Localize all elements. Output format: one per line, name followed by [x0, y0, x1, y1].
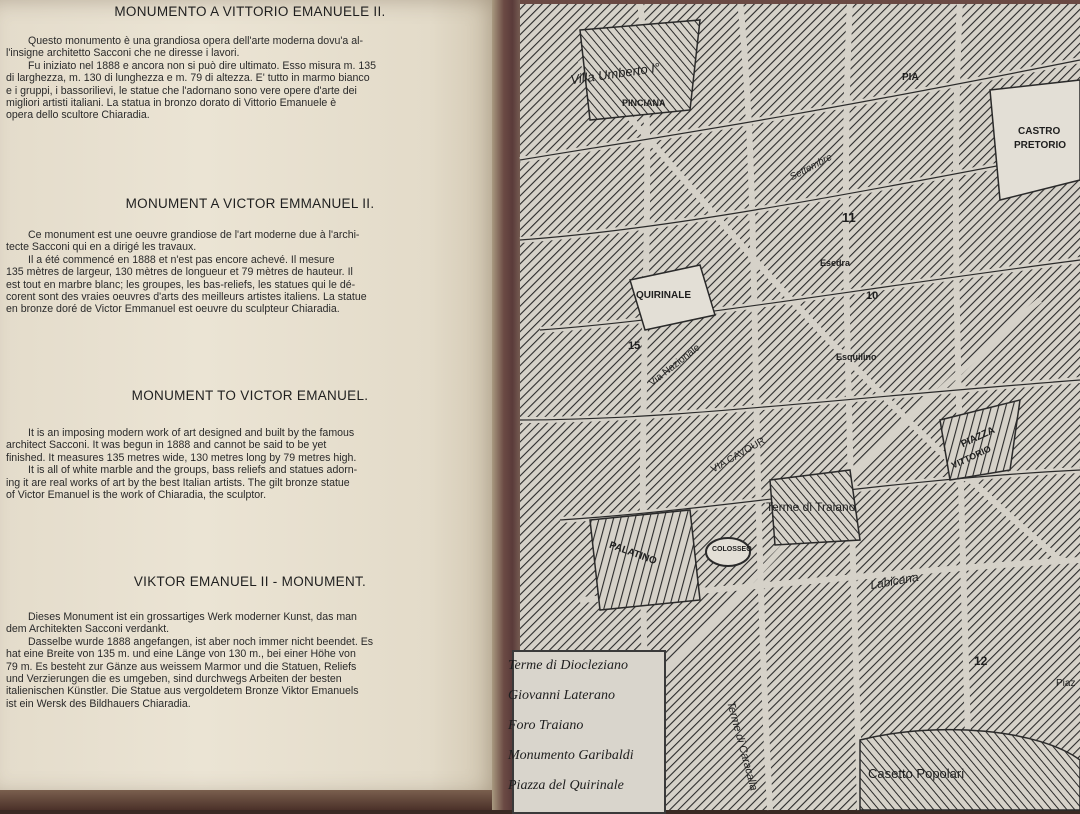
- text-line: Dasselbe wurde 1888 angefangen, ist aber noch immer nicht beendet. Es: [28, 635, 374, 648]
- map-label-pia: PIA: [902, 72, 919, 83]
- map-label-quirinale: QUIRINALE: [636, 290, 691, 301]
- map-label-vittorio: VITTORIO: [949, 443, 993, 471]
- book-bottom-edge: [0, 790, 510, 810]
- map-label-11: 11: [842, 210, 856, 225]
- text-line: Il a été commencé en 1888 et n'est pas encore achevé. Il mesure: [28, 253, 335, 266]
- map-label-15: 15: [628, 340, 641, 352]
- text-line: italienischen Künstler. Die Statue aus vergoldetem Bronze Viktor Emanuels: [6, 685, 359, 698]
- text-line: ist ein Wersk des Bildhauers Chiaradia.: [6, 697, 191, 710]
- map-label-nazionale: Via Nazionale: [647, 342, 703, 389]
- text-line: It is all of white marble and the groups, bass reliefs and statues adorn-: [28, 464, 358, 477]
- map-label-villa: Villa Umberto I°: [569, 59, 661, 88]
- map-label-traiano: Terme di Traiano: [766, 500, 856, 514]
- text-line: Ce monument est une oeuvre grandiose de l'art moderne due à l'archi-: [28, 229, 360, 241]
- map-label-pia-edge: Piaz: [1056, 678, 1076, 689]
- text-line: Fu iniziato nel 1888 e ancora non si può dire ultimato. Esso misura m. 135: [28, 59, 377, 72]
- text-line: l'insigne architetto Sacconi che ne diresse i lavori.: [6, 47, 240, 60]
- map-label-cavour: VIA CAVOUR: [709, 435, 768, 476]
- map-label-esedra: Esedra: [820, 258, 851, 268]
- legend-item: Giovanni Laterano: [508, 688, 615, 703]
- map-label-castro: CASTRO: [1018, 126, 1061, 137]
- text-line: opera dello scultore Chiaradia.: [6, 109, 150, 122]
- french-section: [0, 196, 500, 316]
- text-line: di larghezza, m. 130 di lunghezza e m. 79 di altezza. E' tutto in marmo bianco: [6, 72, 370, 85]
- map-page: [508, 0, 1080, 810]
- map-label-colosseo: COLOSSEO: [712, 546, 752, 553]
- legend-item: Piazza del Quirinale: [508, 778, 624, 793]
- english-section: [0, 388, 500, 501]
- text-line: finished. It measures 135 metres wide, 130 metres long by 79 metres high.: [6, 451, 357, 464]
- text-line: architect Sacconi. It was begun in 1888 and cannot be said to be yet: [6, 439, 327, 452]
- legend-item: Monumento Garibaldi: [508, 748, 634, 763]
- german-heading: VIKTOR EMANUEL II - MONUMENT.: [133, 574, 367, 589]
- german-section: [0, 574, 500, 710]
- map-label-pinciana: PINCIANA: [622, 98, 666, 108]
- french-heading: MONUMENT A VICTOR EMMANUEL II.: [125, 196, 375, 211]
- text-line: 79 m. Es besteht zur Gänze aus weissem Marmor und die Statuen, Reliefs: [6, 660, 357, 673]
- text-line: Dieses Monument ist ein grossartiges Werk moderner Kunst, das man: [28, 611, 357, 623]
- map-label-esquilino: Esquilino: [836, 352, 877, 362]
- map-label-palatino: PALATINO: [607, 539, 659, 568]
- text-line: migliori artisti italiani. La statua in bronzo dorato di Vittorio Emanuele è: [6, 97, 337, 110]
- text-line: corent sont des vraies oeuvres d'arts des meilleurs artistes italiens. La statue: [6, 291, 367, 304]
- text-line: hat eine Breite von 135 m. und eine Länge von 130 m., bei einer Höhe von: [6, 648, 356, 661]
- italian-section: [0, 4, 500, 122]
- italian-heading: MONUMENTO A VITTORIO EMANUELE II.: [114, 4, 386, 19]
- map-label-labicana: Labicana: [869, 569, 920, 593]
- map-legend: [508, 650, 666, 814]
- text-line: ing it are real works of art by the best Italian artists. The gilt bronze statue: [6, 476, 350, 489]
- map-label-12: 12: [974, 654, 988, 668]
- text-line: en bronze doré de Victor Emmanuel est oeuvre du sculpteur Chiaradia.: [6, 303, 340, 316]
- text-line: und Verzierungen die es umgeben, sind durchwegs Arbeiten der besten: [6, 673, 342, 686]
- text-line: dem Architekten Sacconi verdankt.: [6, 623, 170, 636]
- text-line: It is an imposing modern work of art designed and built by the famous: [28, 427, 355, 439]
- map-label-terme-caracalla: Terme di Caracalla: [724, 700, 760, 792]
- text-line: Questo monumento è una grandiosa opera dell'arte moderna dovu'a al-: [28, 35, 364, 47]
- map-label-casetto: Casetto Popolari: [868, 766, 965, 781]
- legend-item: Foro Traiano: [508, 718, 584, 733]
- english-heading: MONUMENT TO VICTOR EMANUEL.: [131, 388, 369, 403]
- map-label-10: 10: [866, 290, 879, 302]
- text-line: of Victor Emanuel is the work of Chiaradia, the sculptor.: [6, 489, 267, 502]
- legend-item: Terme di Diocleziano: [508, 658, 629, 673]
- map-label-pretorio: PRETORIO: [1014, 140, 1067, 151]
- left-page: [0, 0, 505, 795]
- text-line: 135 mètres de largeur, 130 mètres de longueur et 79 mètres de hauteur. Il: [6, 266, 353, 279]
- map-label-settembre: Settembre: [788, 151, 835, 184]
- map-label-piazza: PIAZZA: [959, 424, 997, 451]
- text-line: e i gruppi, i bassorilievi, le statue che l'adornano sono vere opere d'arte dei: [6, 84, 357, 97]
- text-line: tecte Sacconi qui en a dirigé les travaux.: [6, 241, 197, 254]
- text-line: est tout en marbre blanc; les groupes, les bas-reliefs, les statues qui le dé-: [6, 278, 356, 291]
